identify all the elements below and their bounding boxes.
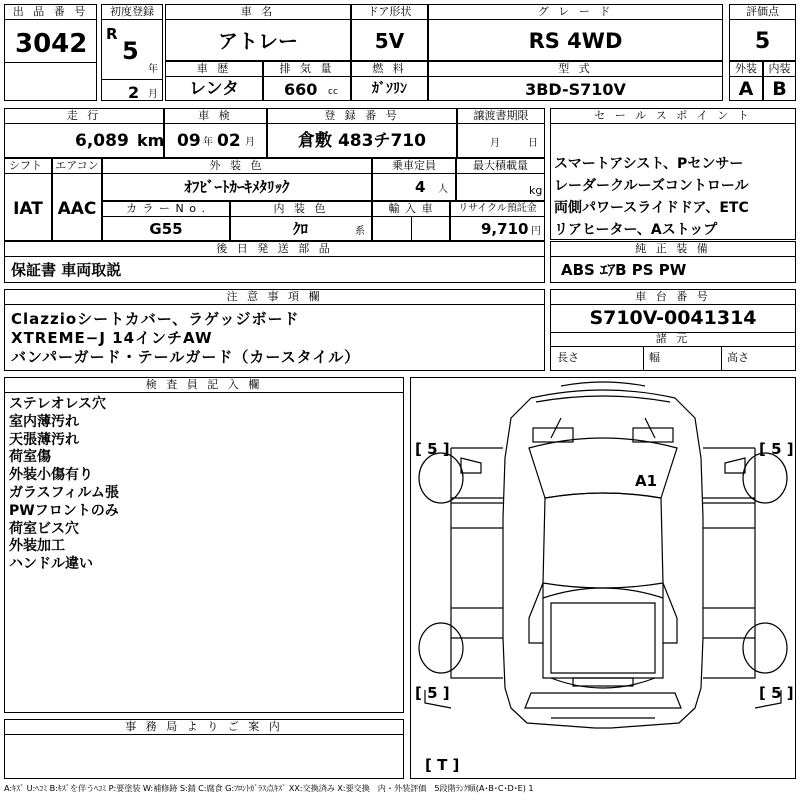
- notes-box: [4, 289, 545, 371]
- int-grade: B: [772, 78, 787, 100]
- shift-box: [4, 158, 52, 241]
- sales-point: 両側パワースライドドア、ETC: [554, 200, 749, 216]
- notes: [11, 310, 360, 367]
- load-unit: kg: [529, 184, 543, 197]
- load-box: [456, 158, 545, 201]
- score: 5: [754, 29, 771, 54]
- displacement-box: [263, 61, 351, 101]
- inspector-note: ハンドル違い: [9, 556, 93, 573]
- history-label: 車 歴: [166, 62, 262, 77]
- reg-year: 5: [122, 37, 139, 65]
- color: ｵﾌﾋﾞｰﾄｶｰｷﾒﾀﾘｯｸ: [184, 178, 290, 196]
- equipment-box: [550, 241, 796, 283]
- notes-label: 注 意 事 項 欄: [5, 290, 544, 305]
- inspector-label: 検 査 員 記 入 欄: [5, 378, 403, 393]
- recycle-unit: 円: [531, 226, 541, 237]
- height-label: 高さ: [727, 351, 749, 364]
- inspector-note: 荷室ビス穴: [9, 520, 79, 537]
- fuel-box: [351, 61, 428, 101]
- ext-grade: A: [738, 78, 754, 100]
- spec-label: 諸 元: [551, 332, 795, 347]
- color-no-box: [102, 201, 230, 241]
- legend: A:ｷｽﾞ U:ﾍｺﾐ B:ｷｽﾞを伴うﾍｺﾐ P:要塗装 W:補修跡 S:錆 C:腐食 G:ﾌﾛﾝﾄｶﾞﾗｽ点ｷｽﾞ XX:交換済み X:要交換 内・外装評価 5段階ﾗﾝｸ順(A･B･C･D･E) 1: [4, 783, 534, 793]
- displacement: 660: [284, 80, 318, 99]
- transfer-month-unit: 月: [490, 138, 500, 149]
- note-line: バンパーガード・テールガード（カースタイル）: [11, 348, 361, 366]
- office-box: [4, 719, 404, 779]
- door-label: ドア形状: [352, 5, 427, 20]
- shift-label: シフト: [5, 159, 51, 174]
- color-no-label: カ ラ ー N o .: [103, 202, 229, 217]
- fuel-label: 燃 料: [352, 62, 427, 77]
- ac: AAC: [57, 199, 97, 219]
- first-registration-box: [101, 4, 163, 101]
- capacity-unit: 人: [438, 184, 448, 195]
- first-reg-label: 初度登録: [102, 5, 162, 20]
- parts-box: [4, 241, 545, 283]
- inspector-box: [4, 377, 404, 713]
- interior-color-box: [230, 201, 372, 241]
- model-box: [428, 61, 723, 101]
- grade: RS 4WD: [528, 29, 623, 53]
- lot-box: [4, 4, 97, 101]
- plate: 倉敷 483チ710: [298, 131, 426, 151]
- sales-point: リアヒーター、Aストップ: [554, 222, 718, 238]
- grade-label: グ レ ー ド: [429, 5, 722, 20]
- office-label: 事 務 局 よ り ご 案 内: [5, 720, 403, 735]
- car-diagram: [411, 378, 795, 778]
- car-diagram-box: [410, 377, 796, 779]
- color-no: G55: [149, 220, 183, 238]
- mileage-box: [4, 108, 164, 158]
- displacement-label: 排 気 量: [264, 62, 350, 77]
- car-name-label: 車 名: [166, 5, 350, 20]
- door-type: 5V: [374, 29, 405, 53]
- inspector-notes: [9, 396, 119, 574]
- inspector-note: ステレオレス穴: [9, 396, 107, 412]
- interior-color-unit: 系: [355, 226, 365, 237]
- capacity: 4: [415, 178, 426, 196]
- car-name-box: [165, 4, 351, 61]
- sales-label: セ ー ル ス ポ イ ン ト: [551, 109, 795, 124]
- chassis-number: S710V-0041314: [589, 307, 757, 329]
- transfer-day-unit: 日: [528, 138, 538, 149]
- tire-rear-right: [ 5 ]: [759, 684, 794, 702]
- lot-number: 3042: [15, 29, 88, 59]
- history: レンタ: [189, 79, 239, 99]
- import-box: [372, 201, 450, 241]
- mileage-label: 走 行: [5, 109, 163, 124]
- equip-label: 純 正 装 備: [551, 242, 795, 257]
- score-box: [729, 4, 796, 61]
- plate-label: 登 録 番 号: [268, 109, 456, 124]
- inspection-box: [164, 108, 267, 158]
- color-box: [102, 158, 372, 201]
- reg-month: 2: [128, 83, 140, 102]
- capacity-box: [372, 158, 456, 201]
- inspector-note: 荷室傷: [9, 449, 51, 466]
- mileage: 6,089: [75, 131, 129, 151]
- capacity-label: 乗車定員: [373, 159, 455, 174]
- load-label: 最大積載量: [457, 159, 544, 174]
- model-label: 型 式: [429, 62, 722, 77]
- parts-label: 後 日 発 送 部 品: [5, 242, 544, 257]
- insp-month-unit: 月: [245, 137, 255, 148]
- recycle: 9,710: [481, 220, 529, 238]
- insp-year: 09: [177, 131, 201, 151]
- transfer-box: [457, 108, 545, 158]
- car-name: アトレー: [218, 29, 298, 53]
- chassis-box: [550, 289, 796, 371]
- door-box: [351, 4, 428, 61]
- damage-mark-a1: A1: [635, 472, 658, 490]
- chassis-label: 車 台 番 号: [551, 290, 795, 305]
- note-line: XTREME−J 14インチAW: [11, 329, 213, 347]
- sales-point: レーダークルーズコントロール: [554, 178, 749, 194]
- tire-rear-left: [ 5 ]: [415, 684, 450, 702]
- inspector-note: 外装加工: [9, 538, 65, 555]
- tire-spare: [ T ]: [425, 756, 460, 774]
- score-label: 評価点: [730, 5, 795, 20]
- sales-points-box: [550, 108, 796, 240]
- note-line: Clazzioシートカバー、ラゲッジボード: [11, 310, 300, 328]
- inspector-note: ガラスフィルム張: [9, 484, 119, 501]
- int-grade-box: [763, 61, 796, 101]
- int-label: 内装: [764, 62, 795, 77]
- length-label: 長さ: [557, 351, 579, 364]
- ext-label: 外装: [730, 62, 762, 77]
- displacement-unit: cc: [328, 87, 338, 97]
- ext-grade-box: [729, 61, 763, 101]
- insp-year-unit: 年: [203, 137, 213, 148]
- inspection-label: 車 検: [165, 109, 266, 124]
- equipment: ABS ｴｱB PS PW: [561, 261, 687, 279]
- era: R: [106, 25, 118, 43]
- interior-color-label: 内 装 色: [231, 202, 371, 217]
- color-label: 外 装 色: [103, 159, 371, 174]
- sales-point: スマートアシスト、Pセンサー: [554, 156, 744, 172]
- model: 3BD-S710V: [525, 80, 626, 99]
- tire-front-left: [ 5 ]: [415, 440, 450, 458]
- mileage-unit: km: [137, 131, 165, 150]
- inspector-note: 室内薄汚れ: [9, 413, 79, 430]
- inspector-note: 天張薄汚れ: [9, 431, 79, 448]
- transfer-label: 譲渡書期限: [458, 109, 544, 124]
- grade-box: [428, 4, 723, 61]
- reg-year-unit: 年: [148, 64, 158, 75]
- recycle-label: リサイクル預託金: [451, 202, 544, 217]
- lot-label: 出 品 番 号: [5, 5, 96, 20]
- history-box: [165, 61, 263, 101]
- recycle-box: [450, 201, 545, 241]
- width-label: 幅: [649, 351, 660, 364]
- sales-points: [554, 153, 749, 241]
- interior-color: ｸﾛ: [293, 220, 309, 238]
- plate-box: [267, 108, 457, 158]
- import-label: 輸 入 車: [373, 202, 449, 217]
- ac-box: [52, 158, 102, 241]
- tire-front-right: [ 5 ]: [759, 440, 794, 458]
- insp-month: 02: [217, 131, 241, 151]
- inspector-note: 外装小傷有り: [9, 467, 93, 484]
- inspector-note: PWフロントのみ: [9, 502, 119, 519]
- ac-label: エアコン: [53, 159, 101, 174]
- shift: IAT: [13, 199, 43, 219]
- fuel: ｶﾞｿﾘﾝ: [372, 81, 407, 97]
- reg-month-unit: 月: [148, 89, 158, 100]
- parts: 保証書 車両取説: [11, 261, 122, 279]
